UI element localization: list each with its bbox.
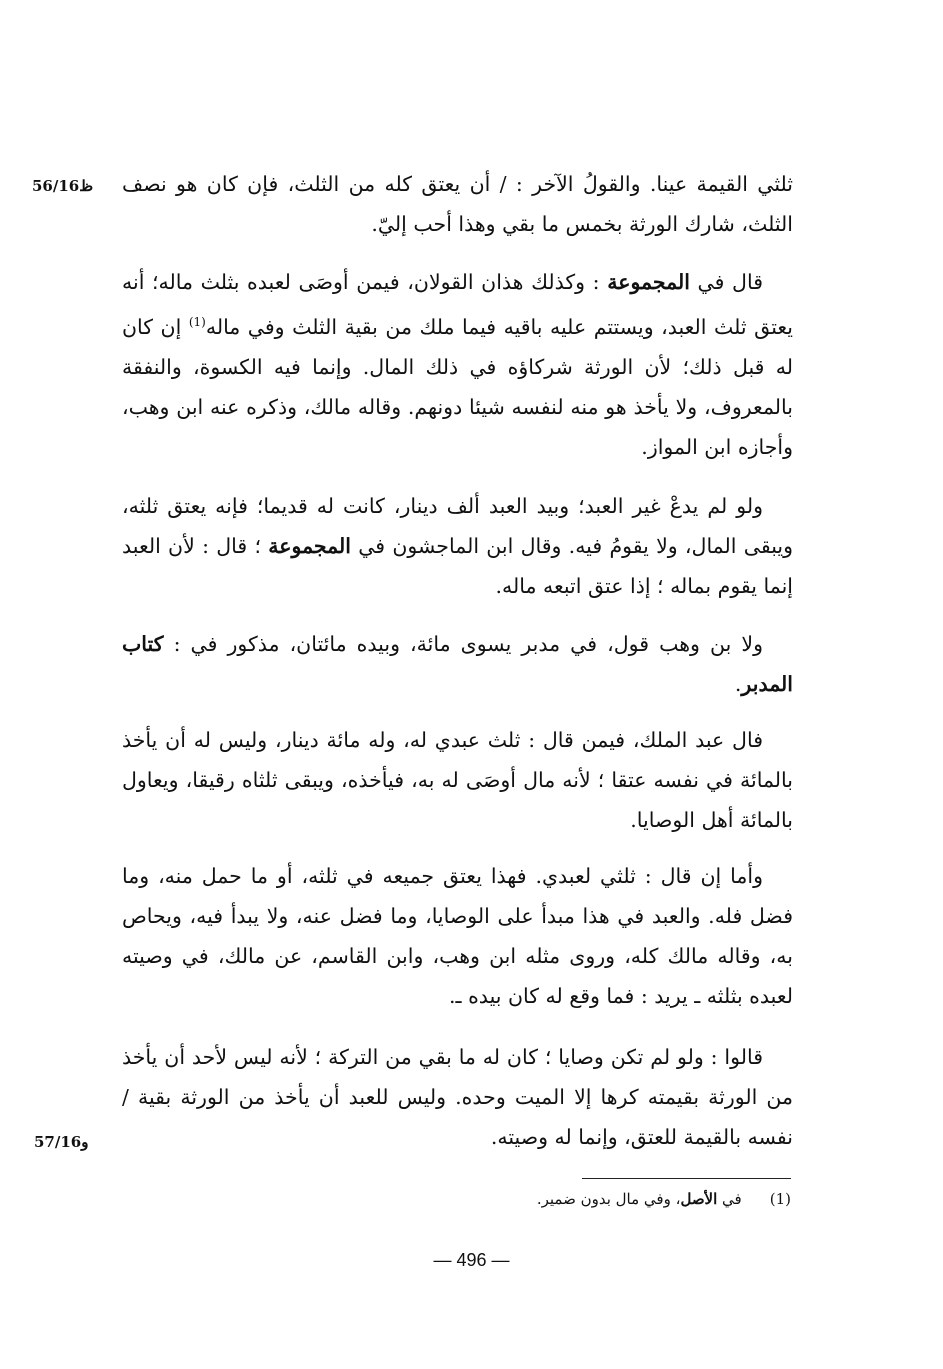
main-text-block: [122, 164, 793, 244]
main-text-block-5: [122, 720, 793, 840]
footnote: (1)في الأصل، وفي مال بدون ضمير.: [536, 1190, 791, 1208]
main-text-block-7: [122, 1037, 793, 1157]
paragraph-1: ثلثي القيمة عينا. والقولُ الآخر : / أن يعتق كله من الثلث، فإن كان هو نصف الثلث، شارك الورثة بخمس ما بقي وهذا أحب إليّ.: [122, 172, 793, 236]
main-text-block-2: [122, 262, 793, 467]
footnote-ref: (1): [188, 315, 206, 329]
margin-folio-note-bottom: 57/16و: [34, 1133, 89, 1151]
book-title-majmua: المجموعة: [607, 270, 690, 294]
book-title-majmua-2: المجموعة: [268, 534, 351, 558]
footnote-separator: [582, 1178, 791, 1179]
main-text-block-6: [122, 856, 793, 1016]
footnote-number: (1): [769, 1190, 791, 1208]
main-text-block-3: [122, 486, 793, 606]
margin-folio-note-top: 56/16ظ: [32, 177, 94, 195]
paragraph-7: قالوا : ولو لم تكن وصايا ؛ كان له ما بقي من التركة ؛ لأنه ليس لأحد أن يأخذ من الورثة بقيمته كرها إلا الميت وحده. وليس للعبد أن يأخذ من الورثة بقية / نفسه بالقيمة للعتق، وإنما له وصيته.: [122, 1045, 793, 1149]
book-title-mudabbar: كتاب المدبر: [122, 632, 793, 696]
paragraph-6: وأما إن قال : ثلثي لعبدي. فهذا يعتق جميعه في ثلثه، أو ما حمل منه، وما فضل فله. والعبد في هذا مبدأ على الوصايا، وما فضل عنه، ولا يبدأ فيه، ويحاص به، وقاله مالك كله، وروى مثله ابن وهب، وابن القاسم، عن مالك، في وصيته لعبده بثلثه ـ يريد : فما وقع له كان بيده ـ.: [122, 864, 793, 1008]
paragraph-3: ولو لم يدعْ غير العبد؛ وبيد العبد ألف دينار، كانت له قديما؛ فإنه يعتق ثلثه، ويبقى المال، ولا يقومُ فيه. وقال ابن الماجشون في المجموعة ؛ قال : لأن العبد إنما يقوم بماله ؛ إذا عتق اتبعه ماله.: [122, 494, 793, 598]
paragraph-5: فال عبد الملك، فيمن قال : ثلث عبدي له، وله مائة دينار، وليس له أن يأخذ بالمائة في نفسه عتقا ؛ لأنه مال أوصَى له به، فيأخذه، ويبقى ثلثاه رقيقا، ويعاول بالمائة أهل الوصايا.: [122, 728, 793, 832]
paragraph-4: ولا بن وهب قول، في مدبر يسوى مائة، وبيده مائتان، مذكور في : كتاب المدبر.: [122, 632, 793, 696]
page-number: — 496 —: [433, 1250, 510, 1270]
footnote-emphasis: الأصل: [680, 1190, 718, 1208]
paragraph-2: قال في المجموعة : وكذلك هذان القولان، فيمن أوصَى لعبده بثلث ماله؛ أنه يعتق ثلث العبد، ويستتم عليه باقيه فيما ملك من بقية الثلث وفي ماله$^{(1)}$ إن كان له قبل ذلك؛ لأن الورثة شركاؤه في ذلك المال. وإنما فيه الكسوة، والنفقة بالمعروف، ولا يأخذ هو منه لنفسه شيئا دونهم. وقاله مالك، وذكره عنه ابن وهب، وأجازه ابن المواز.: [122, 270, 793, 459]
main-text-block-4: [122, 624, 793, 704]
